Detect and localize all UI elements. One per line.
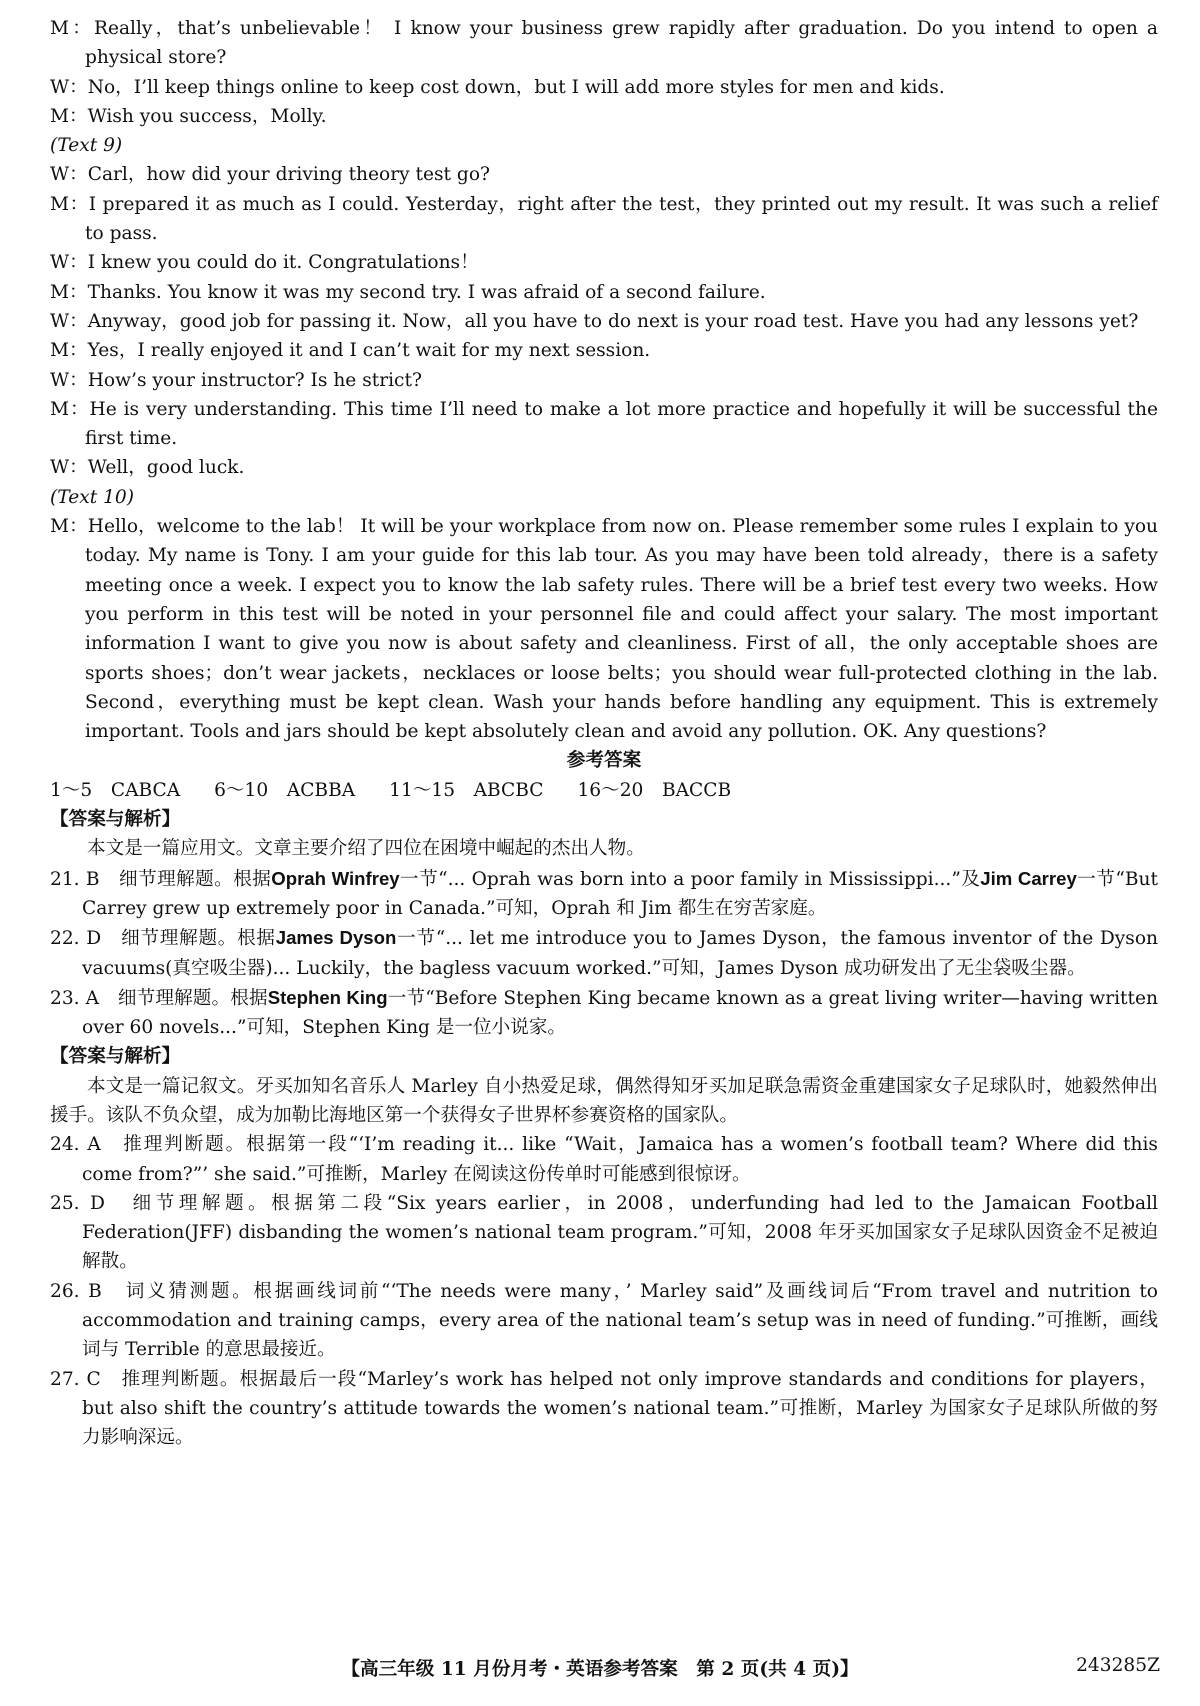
dialogue-line: W：Well，good luck. [50,457,245,479]
answer-group: 11～15 ABCBC [389,779,544,801]
text10-monologue: M：Hello，welcome to the lab！ It will be your workplace from now on. Please remember some rules I explain to you today. My name is Tony. I am your guide for this lab tour. As you may have been told already，there is a safety meeting once a week. I expect you to know the lab safety rules. There will be a brief test every two weeks. How you perform in this test will be noted in your personnel file and could affect your salary. The most important information I want to give you now is about safety and cleanliness. First of all，the only acceptable shoes are sports shoes；don’t wear jackets，necklaces or loose belts；you should wear full-protected clothing in the lab. Second，everything must be kept clean. Wash your hands before handling any equipment. This is extremely important. Tools and jars should be kept absolutely clean and avoid any pollution. OK. Any questions? [50,516,1158,743]
dialogue-line: M：Really，that’s unbelievable！ I know your business grew rapidly after graduation. Do you intend to open a physical store? [50,18,1159,69]
answer-key-title: 参考答案 [566,750,642,772]
answer-item: 22. D 细节理解题。根据James Dyson一节“... let me introduce you to James Dyson，the famous inventor of the Dyson vacuums(真空吸尘器)... Luckily，the bagless vacuum worked.”可知，James Dyson 成功研发出了无尘袋吸尘器。 [50,927,1159,979]
dialogue-line: W：Carl，how did your driving theory test go? [50,164,490,186]
answer-key-row [50,776,1158,805]
answer-group: 6～10 ACBBA [214,779,356,801]
answer-item: 23. A 细节理解题。根据Stephen King一节“Before Stephen King became known as a great living writer—having written over 60 novels...”可知，Stephen King 是一位小说家。 [50,986,1158,1039]
answer-item: 25. D 细节理解题。根据第二段“Six years earlier，in 2008，underfunding had led to the Jamaican Football Federation(JFF) disbanding the women’s national team program.”可知，2008 年牙买加国家女子足球队因资金不足被迫解散。 [50,1192,1158,1273]
dialogue-line: W：How’s your instructor? Is he strict? [50,369,422,391]
dialogue-line: M：Thanks. You know it was my second try. I was afraid of a second failure. [50,281,766,303]
dialogue-line: M：Wish you success，Molly. [50,105,327,127]
answer-item: 27. C 推理判断题。根据最后一段“Marley’s work has helped not only improve standards and conditions for players，but also shift the country’s attitude towards the women’s national team.”可推断，Marley 为国家女子足球队所做的努力影响深远。 [50,1368,1158,1449]
section-heading: 【答案与解析】 [50,809,181,831]
answer-item: 21. B 细节理解题。根据Oprah Winfrey一节“... Oprah was born into a poor family in Mississippi...”及Jim Carrey一节“But Carrey grew up extremely poor in Canada.”可知，Oprah 和 Jim 都生在穷苦家庭。 [50,867,1158,919]
section-heading: 【答案与解析】 [50,1046,181,1068]
section-intro: 本文是一篇应用文。文章主要介绍了四位在困境中崛起的杰出人物。 [87,838,645,860]
text10-label: (Text 10) [50,486,134,508]
dialogue-line: W：I knew you could do it. Congratulations！ [50,252,479,274]
answer-group: 1～5 CABCA [50,779,181,801]
dialogue-line: M：He is very understanding. This time I’ll need to make a lot more practice and hopefully it will be successful the first time. [50,398,1158,450]
answer-item: 24. A 推理判断题。根据第一段“‘I’m reading it... like “Wait，Jamaica has a women’s football team? Where did this come from?”’ she said.”可推断，Marley 在阅读这份传单时可能感到很惊讶。 [50,1134,1158,1185]
answer-group: 16～20 BACCB [577,779,732,801]
answer-item: 26. B 词义猜测题。根据画线词前“‘The needs were many，’ Marley said”及画线词后“From travel and nutrition to accommodation and training camps，every area of the national team’s setup was in need of funding.”可推断，画线词与 Terrible 的意思最接近。 [50,1280,1158,1361]
dialogue-line: W：No，I’ll keep things online to keep cost down，but I will add more styles for men and kids. [50,76,945,98]
dialogue-line: M：I prepared it as much as I could. Yesterday，right after the test，they printed out my result. It was such a relief to pass. [50,193,1158,245]
page-footer [0,1655,1200,1685]
document-page [50,14,1158,1453]
section-intro: 本文是一篇记叙文。牙买加知名音乐人 Marley 自小热爱足球，偶然得知牙买加足联急需资金重建国家女子足球队时，她毅然伸出援手。该队不负众望，成为加勒比海地区第一个获得女子世界杯参赛资格的国家队。 [50,1075,1158,1126]
footer-code: 243285Z [1076,1655,1160,1676]
text9-label: (Text 9) [50,135,123,157]
dialogue-line: M：Yes，I really enjoyed it and I can’t wait for my next session. [50,340,651,362]
footer-title: 【高三年级 11 月份月考・英语参考答案 第 2 页(共 4 页)】 [341,1659,859,1680]
text9-dialogue [50,160,1158,482]
dialogue-line: W：Anyway，good job for passing it. Now，all you have to do next is your road test. Have you had any lessons yet? [50,310,1139,332]
text8-ending [50,14,1158,131]
